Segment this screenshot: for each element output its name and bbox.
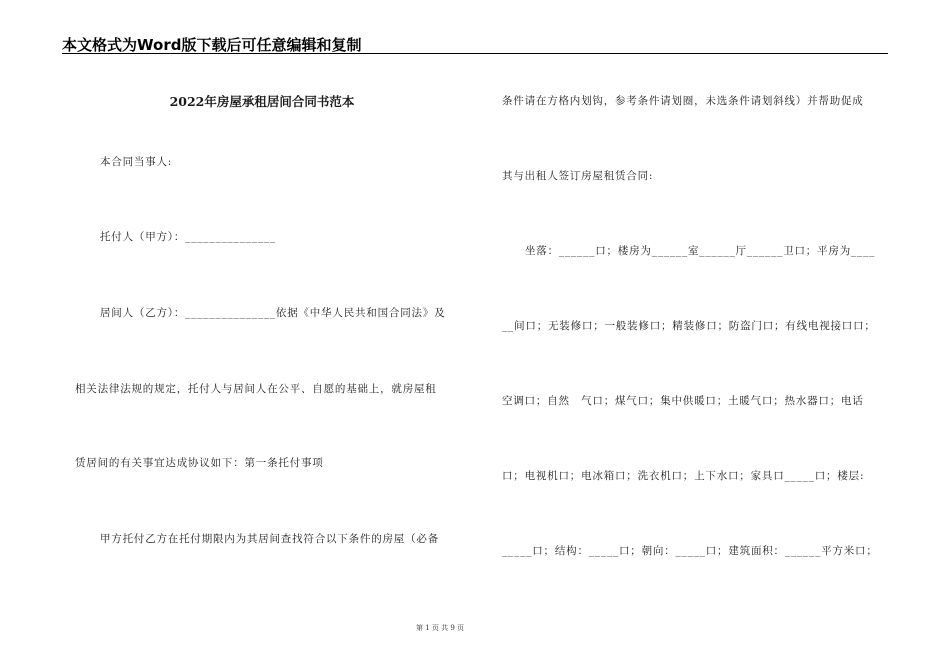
header-divider bbox=[62, 53, 888, 54]
page-number: 第 1 页 共 9 页 bbox=[415, 624, 465, 632]
left-paragraph-line: 相关法律法规的规定，托付人与居间人在公平、自愿的基础上，就房屋租 bbox=[75, 383, 437, 395]
left-paragraph-line: 托付人（甲方）：_______________ bbox=[100, 231, 276, 243]
left-paragraph-line: 居间人（乙方）：_______________依据《中华人民共和国合同法》及 bbox=[100, 307, 446, 319]
right-paragraph-line: 空调口；自然 气口；煤气口；集中供暖口；土暖气口；热水器口；电话 bbox=[502, 395, 864, 407]
right-paragraph-line: 其与出租人签订房屋租赁合同: bbox=[502, 170, 654, 182]
right-paragraph-line: _____口；结构：_____口；朝向：_____口；建筑面积：______平方米口； bbox=[502, 545, 878, 557]
right-paragraph-line: 坐落：______口；楼房为______室______厅______卫口；平房为____ bbox=[525, 245, 876, 257]
right-paragraph-line: 条件请在方格内划钩，参考条件请划圈，未选条件请划斜线）并帮助促成 bbox=[502, 95, 864, 107]
right-paragraph-line: 口；电视机口；电冰箱口；洗衣机口；上下水口；家具口_____口；楼层: bbox=[502, 470, 865, 482]
left-paragraph-line: 赁居间的有关事宜达成协议如下：第一条托付事项 bbox=[75, 457, 324, 469]
left-paragraph-line: 本合同当事人: bbox=[100, 156, 173, 168]
header-title: 本文格式为Word版下载后可任意编辑和复制 bbox=[62, 36, 362, 54]
right-paragraph-line: __间口；无装修口；一般装修口；精装修口；防盗门口；有线电视接口口； bbox=[502, 320, 876, 332]
document-title: 2022年房屋承租居间合同书范本 bbox=[169, 94, 355, 109]
left-paragraph-line: 甲方托付乙方在托付期限内为其居间查找符合以下条件的房屋（必备 bbox=[100, 533, 439, 545]
